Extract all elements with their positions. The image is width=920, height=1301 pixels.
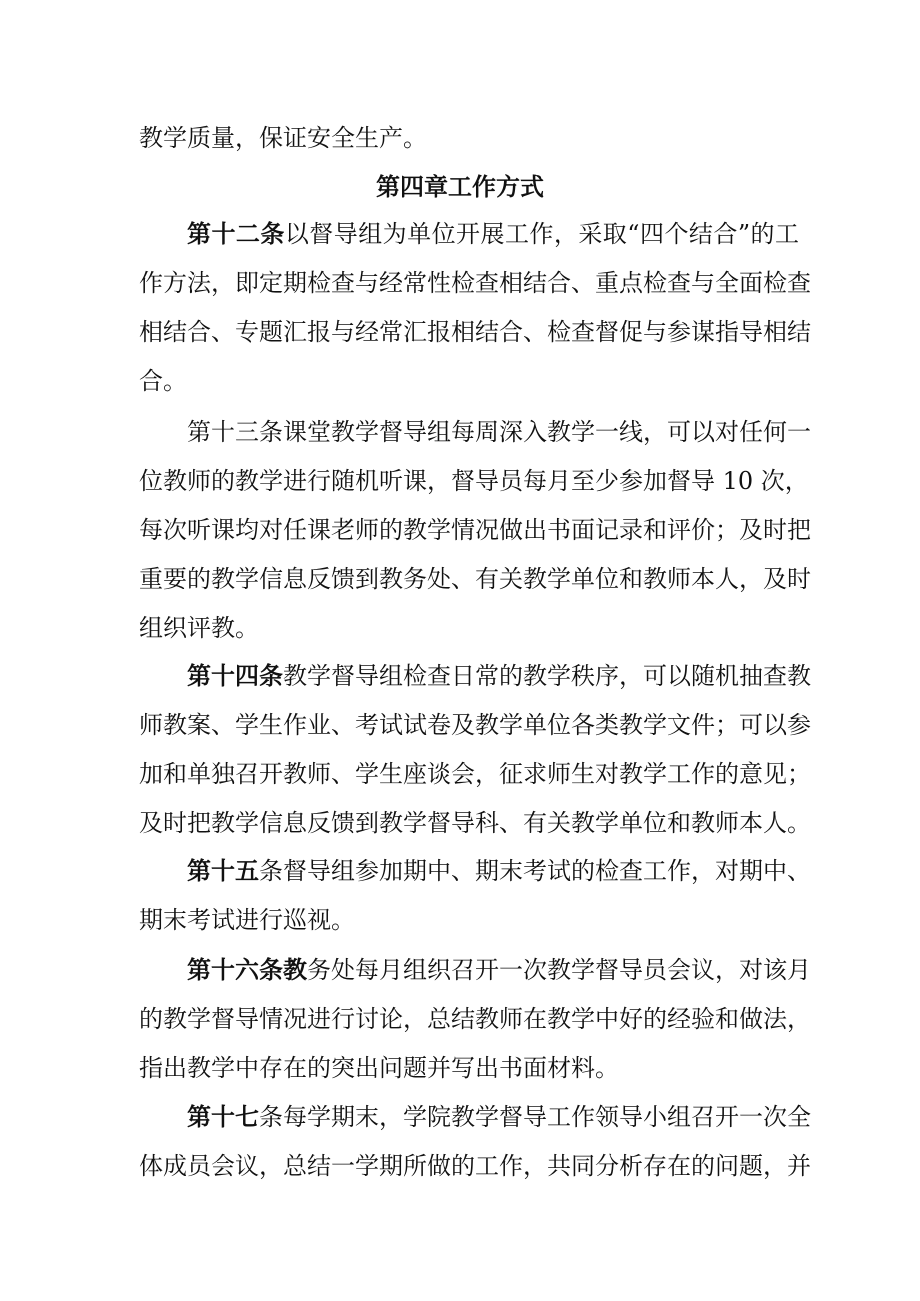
- text-run: 组织评教。: [139, 614, 259, 642]
- article-16-line-1: [187, 954, 811, 986]
- article-14-line-3: [139, 758, 811, 790]
- text-run: 教学质量，保证安全生产。: [139, 124, 427, 152]
- article-14-line-4: [139, 807, 811, 839]
- text-run: 的教学督导情况进行讨论，总结教师在教学中好的经验和做法，: [139, 1005, 811, 1033]
- text-run: 师教案、学生作业、考试试卷及教学单位各类教学文件；可以参: [139, 711, 811, 739]
- article-16-line-3: [139, 1052, 799, 1084]
- text-run: 第十三条课堂教学督导组每周深入教学一线，可以对任何一: [187, 418, 811, 446]
- article-17-line-2: [139, 1150, 811, 1182]
- text-run: 每次听课均对任课老师的教学情况做出书面记录和评价；及时把: [139, 516, 811, 544]
- article-17-heading: 第十七: [187, 1103, 259, 1131]
- article-12-line-2: [139, 267, 811, 299]
- text-run: 位教师的教学进行随机听课，督导员每月至少参加督导 10 次，: [139, 467, 809, 495]
- article-13-line-5: [139, 612, 799, 644]
- article-13-line-2: [139, 465, 809, 497]
- article-13-line-4: [139, 563, 811, 595]
- text-run: 合。: [139, 367, 187, 395]
- text-run: 以督导组为单位开展工作，采取“四个结合”的工: [284, 220, 800, 248]
- text-run: 务处每月组织召开一次教学督导员会议，对该月: [307, 956, 811, 984]
- text-run: 相结合、专题汇报与经常汇报相结合、检查督促与参谋指导相结: [139, 318, 811, 346]
- article-14-heading: 第十四条: [187, 662, 283, 690]
- article-15-line-2: [139, 904, 799, 936]
- paragraph-line: [139, 122, 799, 154]
- article-12-line-3: [139, 316, 811, 348]
- text-run: 指出教学中存在的突出问题并写出书面材料。: [139, 1054, 619, 1082]
- article-15-heading: 第十五: [187, 857, 259, 885]
- text-run: 条每学期末，学院教学督导工作领导小组召开一次全: [259, 1103, 811, 1131]
- text-run: 加和单独召开教师、学生座谈会，征求师生对教学工作的意见；: [139, 760, 811, 788]
- article-16-heading: 第十六条教: [187, 956, 307, 984]
- text-run: 条督导组参加期中、期末考试的检查工作，对期中、: [259, 857, 811, 885]
- text-run: 及时把教学信息反馈到教学督导科、有关教学单位和教师本人。: [139, 809, 811, 837]
- article-13-line-1: [187, 416, 811, 448]
- article-12-line-4: [139, 365, 799, 397]
- article-13-line-3: [139, 514, 811, 546]
- chapter-title: 第四章工作方式: [376, 173, 544, 201]
- text-run: 作方法，即定期检查与经常性检查相结合、重点检查与全面检查: [139, 269, 811, 297]
- text-run: 教学督导组检查日常的教学秩序，可以随机抽查教: [283, 662, 811, 690]
- article-15-line-1: [187, 855, 811, 887]
- text-run: 体成员会议，总结一学期所做的工作，共同分析存在的问题，并: [139, 1152, 811, 1180]
- article-17-line-1: [187, 1101, 811, 1133]
- article-12-line-1: [187, 218, 799, 250]
- article-16-line-2: [139, 1003, 811, 1035]
- article-12-heading: 第十二条: [187, 220, 285, 248]
- article-14-line-1: [187, 660, 811, 692]
- text-run: 重要的教学信息反馈到教务处、有关教学单位和教师本人，及时: [139, 565, 811, 593]
- article-14-line-2: [139, 709, 811, 741]
- text-run: 期末考试进行巡视。: [139, 906, 355, 934]
